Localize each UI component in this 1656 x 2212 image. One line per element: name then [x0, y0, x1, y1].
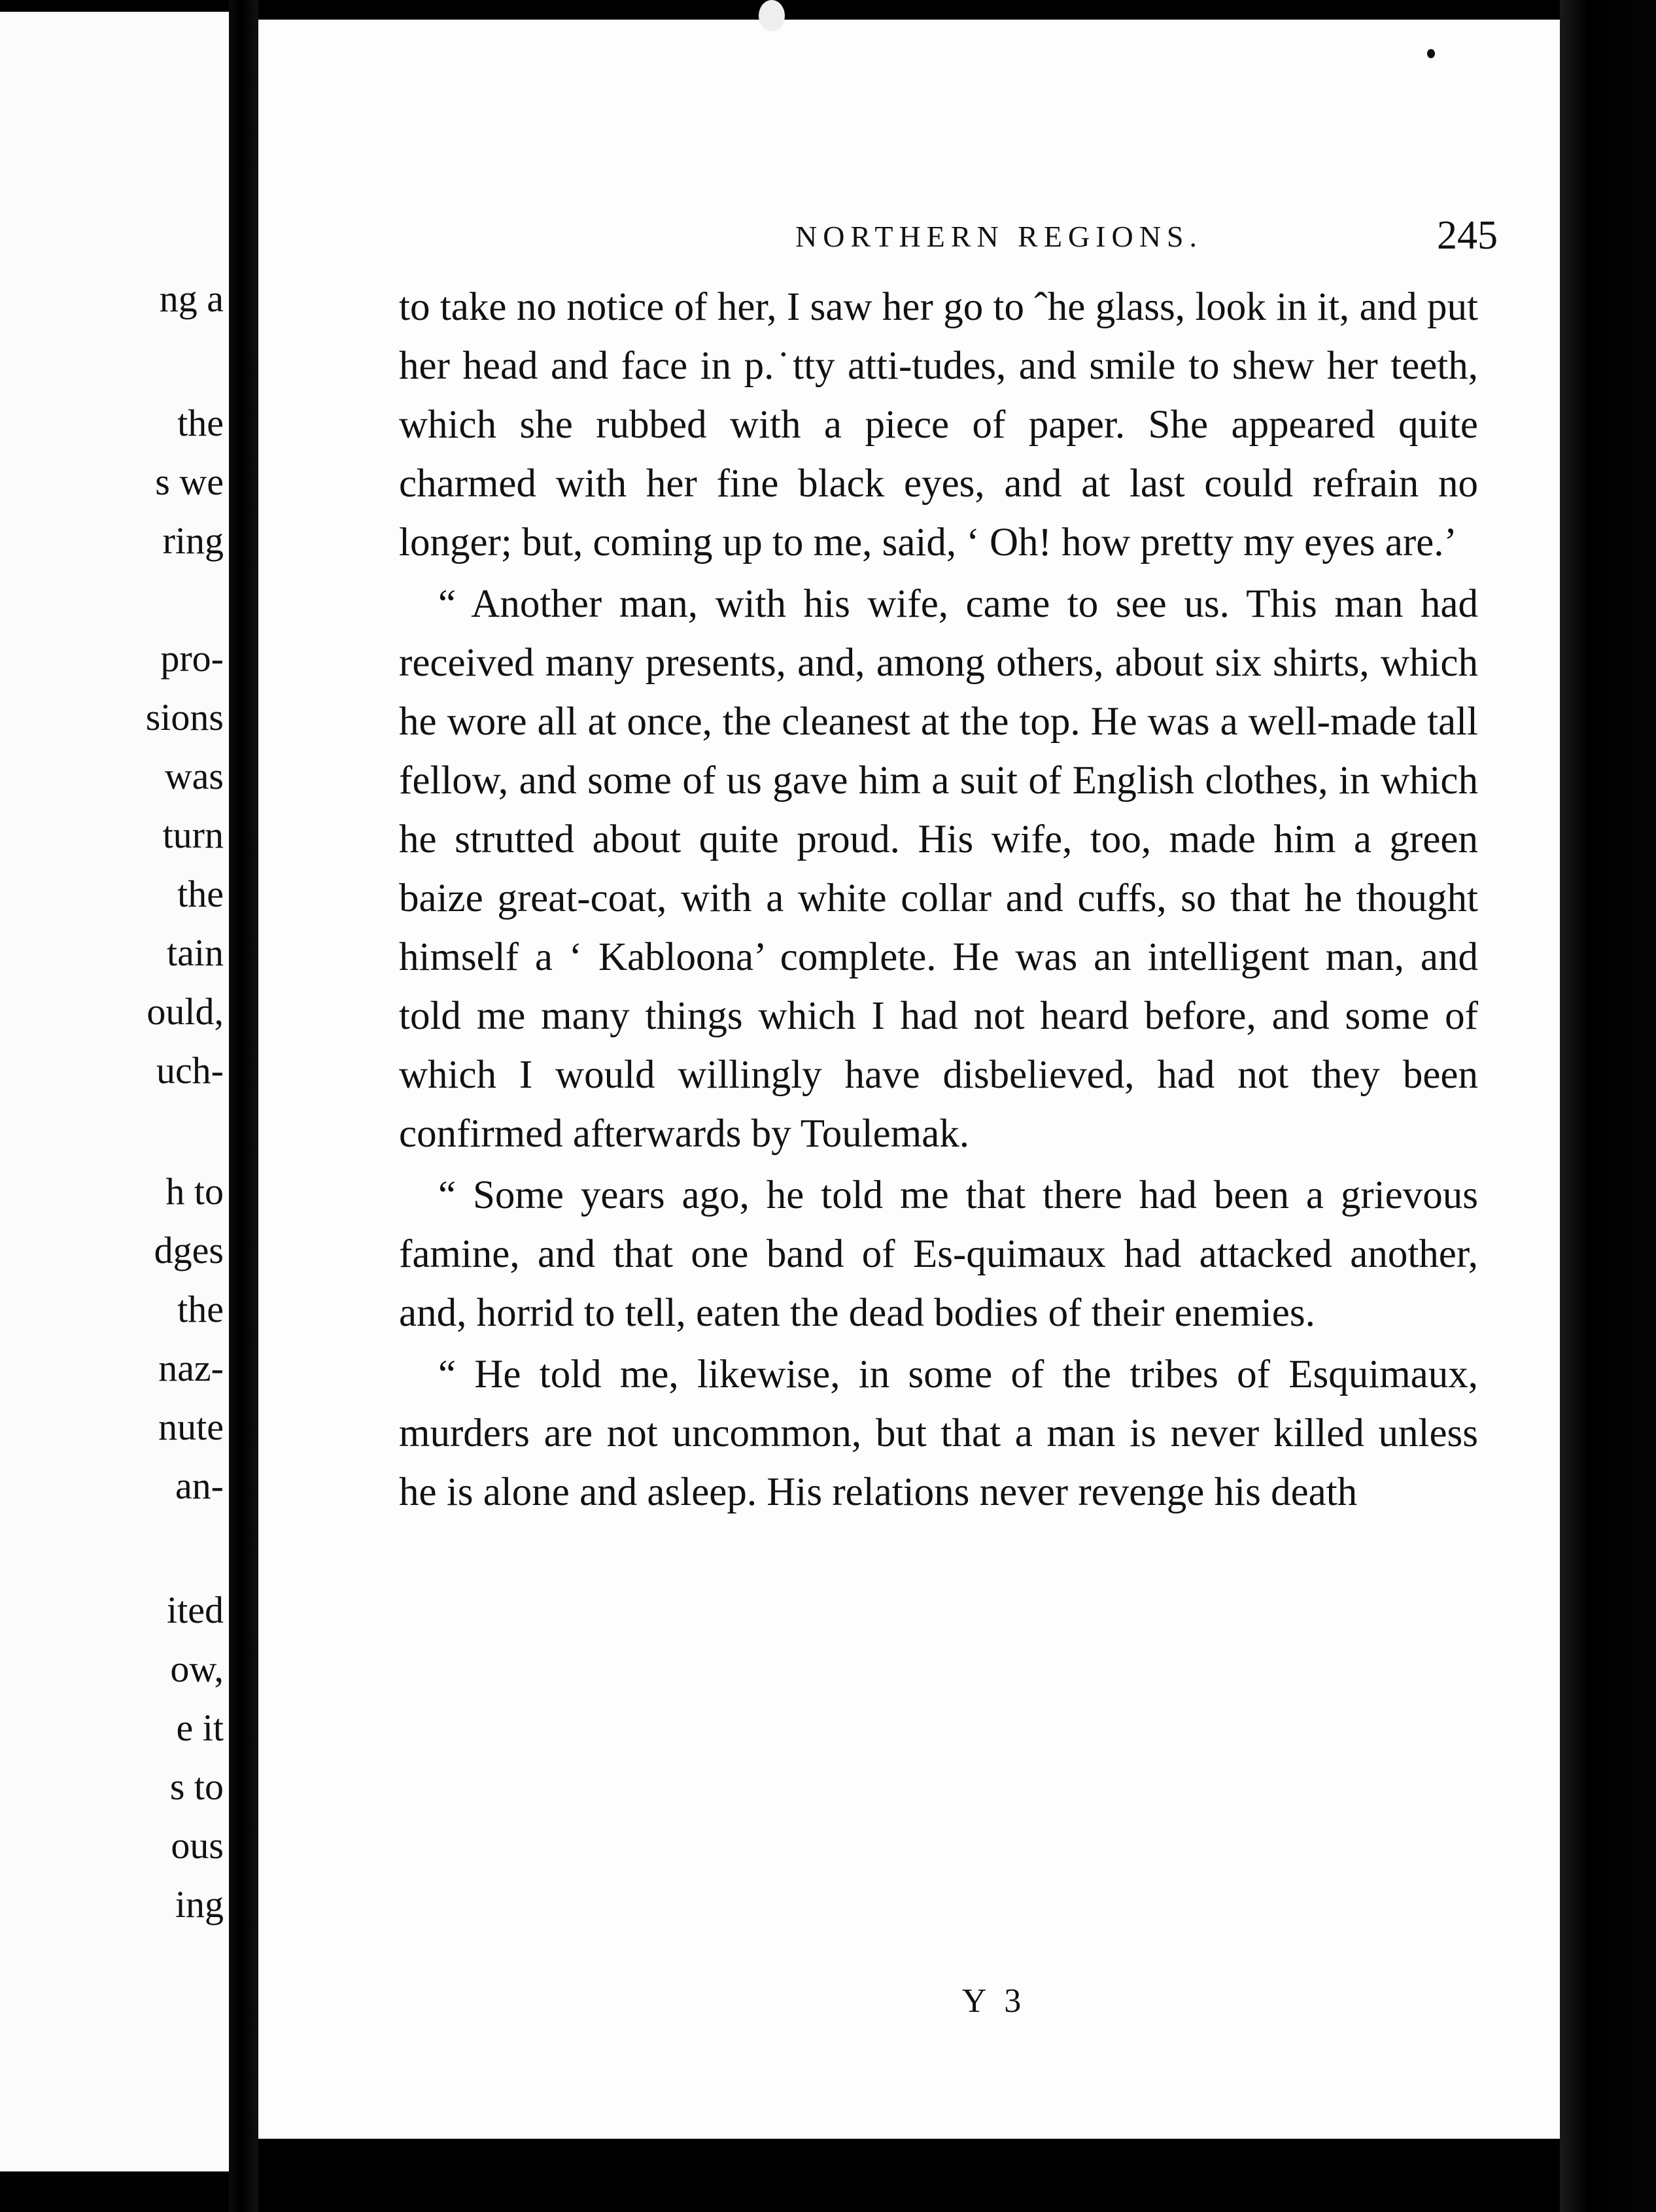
- facing-page-fragment: was: [164, 755, 224, 797]
- facing-page-fragment: ited: [167, 1589, 224, 1631]
- facing-page-fragment: dges: [154, 1229, 224, 1271]
- body-text: [399, 278, 1478, 1525]
- book-page: [258, 20, 1560, 2139]
- facing-page-fragment: s to: [169, 1765, 224, 1808]
- paragraph: “ Another man, with his wife, came to see us. This man had received many presents, and, among others, about six shirts, which he wore all at once, the cleanest at the top. He was a well-made tall fellow, and some of us gave him a suit of English clothes, in which he strutted about quite proud. His wife, too, made him a green baize great-coat, with a white collar and cuffs, so that he thought himself a ‘ Kabloona’ complete. He was an intelligent man, and told me many things which I had not heard before, and some of which I would willingly have disbelieved, had not they been confirmed afterwards by Toulemak.: [399, 582, 1478, 1156]
- scan-speck: [759, 0, 785, 31]
- running-head-title: NORTHERN REGIONS.: [795, 220, 1203, 253]
- facing-page-fragment: turn: [162, 814, 224, 856]
- facing-page-fragment: ng a: [159, 277, 224, 320]
- facing-page-fragment: nute: [158, 1406, 224, 1448]
- facing-page-fragment: e it: [176, 1706, 224, 1749]
- facing-page-fragment: ring: [162, 519, 224, 562]
- running-head: [396, 213, 1498, 265]
- paragraph: to take no notice of her, I saw her go to ˆhe glass, look in it, and put her head and face in p.˙tty atti-tudes, and smile to shew her teeth, which she rubbed with a piece of paper. She appeared quite charmed with her fine black eyes, and at last could refrain no longer; but, coming up to me, said, ‘ Oh! how pretty my eyes are.’: [399, 285, 1478, 564]
- facing-page-fragment: the: [177, 873, 224, 915]
- signature-mark: Y 3: [961, 1982, 1027, 2020]
- page-number: 245: [1437, 213, 1498, 258]
- facing-page-fragment: ous: [171, 1824, 224, 1867]
- facing-page-fragment: tain: [167, 931, 224, 974]
- facing-page-fragment: naz-: [158, 1347, 224, 1389]
- facing-page-left: [0, 12, 229, 2171]
- facing-page-line-endings: [0, 12, 229, 2171]
- facing-page-fragment: ow,: [170, 1648, 224, 1690]
- facing-page-fragment: h to: [165, 1170, 224, 1213]
- page-edge-shadow: [1560, 0, 1656, 2212]
- scan-speck: [1427, 49, 1435, 58]
- facing-page-fragment: an-: [175, 1464, 224, 1507]
- paragraph: “ He told me, likewise, in some of the tribes of Esquimaux, murders are not uncommon, but that a man is never killed unless he is alone and asleep. His relations never revenge his death: [399, 1353, 1478, 1514]
- facing-page-fragment: ould,: [147, 990, 224, 1033]
- facing-page-fragment: pro-: [160, 637, 224, 680]
- facing-page-fragment: the: [177, 402, 224, 444]
- facing-page-fragment: s we: [155, 460, 224, 503]
- facing-page-fragment: uch-: [156, 1049, 224, 1092]
- book-gutter: [229, 0, 258, 2212]
- facing-page-fragment: sions: [145, 696, 224, 738]
- facing-page-fragment: ing: [175, 1883, 224, 1926]
- facing-page-fragment: the: [177, 1288, 224, 1330]
- paragraph: “ Some years ago, he told me that there had been a grievous famine, and that one band of Es-quimaux had attacked another, and, horrid to tell, eaten the dead bodies of their enemies.: [399, 1173, 1478, 1335]
